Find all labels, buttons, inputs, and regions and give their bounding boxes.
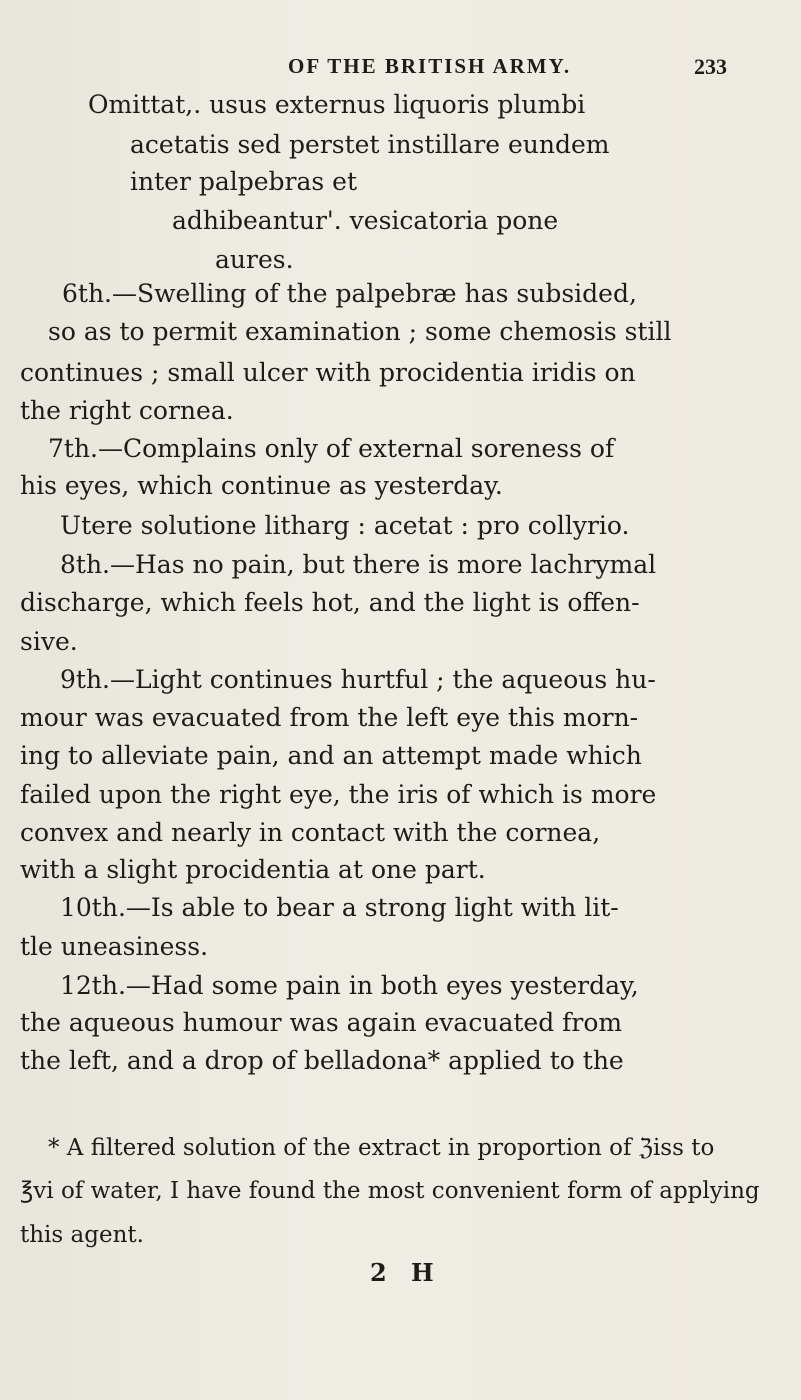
- text-line: his eyes, which continue as yesterday.: [20, 471, 503, 500]
- text-line: mour was evacuated from the left eye this morn-: [20, 703, 639, 732]
- text-line: 12th.—Had some pain in both eyes yesterday,: [60, 971, 639, 1000]
- text-line: failed upon the right eye, the iris of which is more: [20, 780, 657, 809]
- text-line: the aqueous humour was again evacuated from: [20, 1008, 623, 1037]
- text-line: adhibeantur'. vesicatoria pone: [172, 206, 559, 235]
- text-line: inter palpebras et: [130, 167, 358, 196]
- text-line: 6th.—Swelling of the palpebræ has subsided,: [62, 279, 637, 308]
- text-line: aures.: [215, 245, 294, 274]
- signature-mark: 2 H: [370, 1258, 442, 1287]
- text-line: 7th.—Complains only of external soreness of: [48, 434, 615, 463]
- text-line: tle uneasiness.: [20, 932, 209, 961]
- text-line: the right cornea.: [20, 396, 234, 425]
- footnote-line: ℥vi of water, I have found the most convenient form of applying: [20, 1178, 760, 1204]
- text-line: acetatis sed perstet instillare eundem: [130, 130, 610, 159]
- text-line: 8th.—Has no pain, but there is more lachrymal: [60, 550, 657, 579]
- text-line: with a slight procidentia at one part.: [20, 855, 486, 884]
- footnote-line: this agent.: [20, 1222, 144, 1248]
- text-line: continues ; small ulcer with procidentia iridis on: [20, 358, 636, 387]
- text-line: Omittat,. usus externus liquoris plumbi: [88, 90, 586, 119]
- text-line: Utere solutione litharg : acetat : pro collyrio.: [60, 511, 630, 540]
- text-line: convex and nearly in contact with the cornea,: [20, 818, 601, 847]
- text-line: sive.: [20, 627, 78, 656]
- text-line: so as to permit examination ; some chemosis still: [48, 317, 672, 346]
- page-header: [0, 54, 801, 84]
- text-line: 9th.—Light continues hurtful ; the aqueous hu-: [60, 665, 656, 694]
- text-line: the left, and a drop of belladona* applied to the: [20, 1046, 624, 1075]
- text-line: ing to alleviate pain, and an attempt made which: [20, 741, 642, 770]
- footnote-line: * A filtered solution of the extract in proportion of ℨiss to: [48, 1135, 715, 1161]
- page-number: 233: [694, 54, 727, 79]
- running-title: OF THE BRITISH ARMY.: [288, 54, 572, 78]
- text-line: 10th.—Is able to bear a strong light with lit-: [60, 893, 619, 922]
- text-line: discharge, which feels hot, and the light is offen-: [20, 588, 640, 617]
